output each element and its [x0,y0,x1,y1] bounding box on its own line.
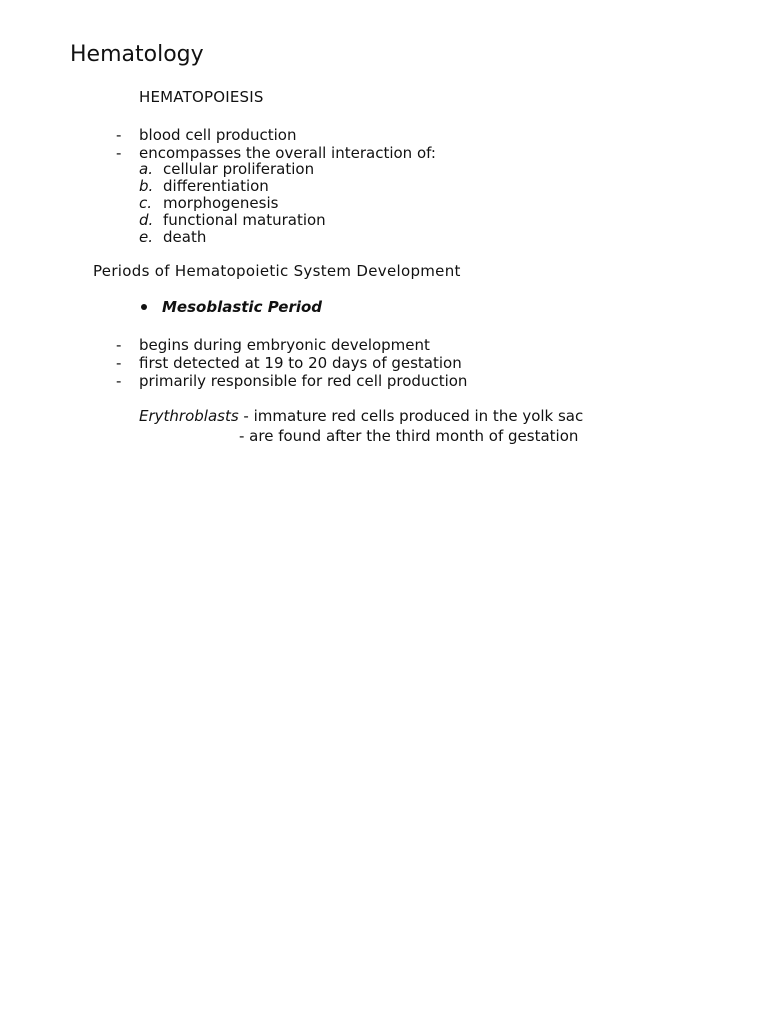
letter-marker: e. [139,228,153,246]
periods-heading: Periods of Hematopoietic System Development [93,262,461,280]
dash-marker: - [116,354,122,372]
definition-text: - immature red cells produced in the yolk sac [238,407,584,425]
list-item-text: first detected at 19 to 20 days of gestation [139,354,462,372]
letter-marker: d. [139,211,154,229]
list-item-text: blood cell production [139,126,297,144]
erythroblasts-definition-continuation: - are found after the third month of gestation [239,427,579,445]
letter-marker: a. [139,160,153,178]
list-item-text: primarily responsible for red cell production [139,372,468,390]
erythroblasts-definition [139,406,583,426]
list-item-text: encompasses the overall interaction of: [139,144,436,162]
mesoblastic-period-bullet [0,297,768,317]
list-item-text: begins during embryonic development [139,336,430,354]
list-item-text: functional maturation [163,211,326,229]
letter-marker: c. [139,194,153,212]
list-item-text: morphogenesis [163,194,279,212]
dash-marker: - [116,372,122,390]
bullet-icon [141,304,147,310]
list-item-text: differentiation [163,177,269,195]
bullet-text: Mesoblastic Period [162,298,323,316]
list-item-text: cellular proliferation [163,160,315,178]
definition-term: Erythroblasts [139,407,239,425]
letter-marker: b. [139,177,154,195]
dash-marker: - [116,144,122,162]
list-item-text: death [163,228,207,246]
document-title: Hematology [70,42,204,67]
dash-marker: - [116,126,122,144]
dash-marker: - [116,336,122,354]
hematopoiesis-heading: HEMATOPOIESIS [139,88,264,106]
